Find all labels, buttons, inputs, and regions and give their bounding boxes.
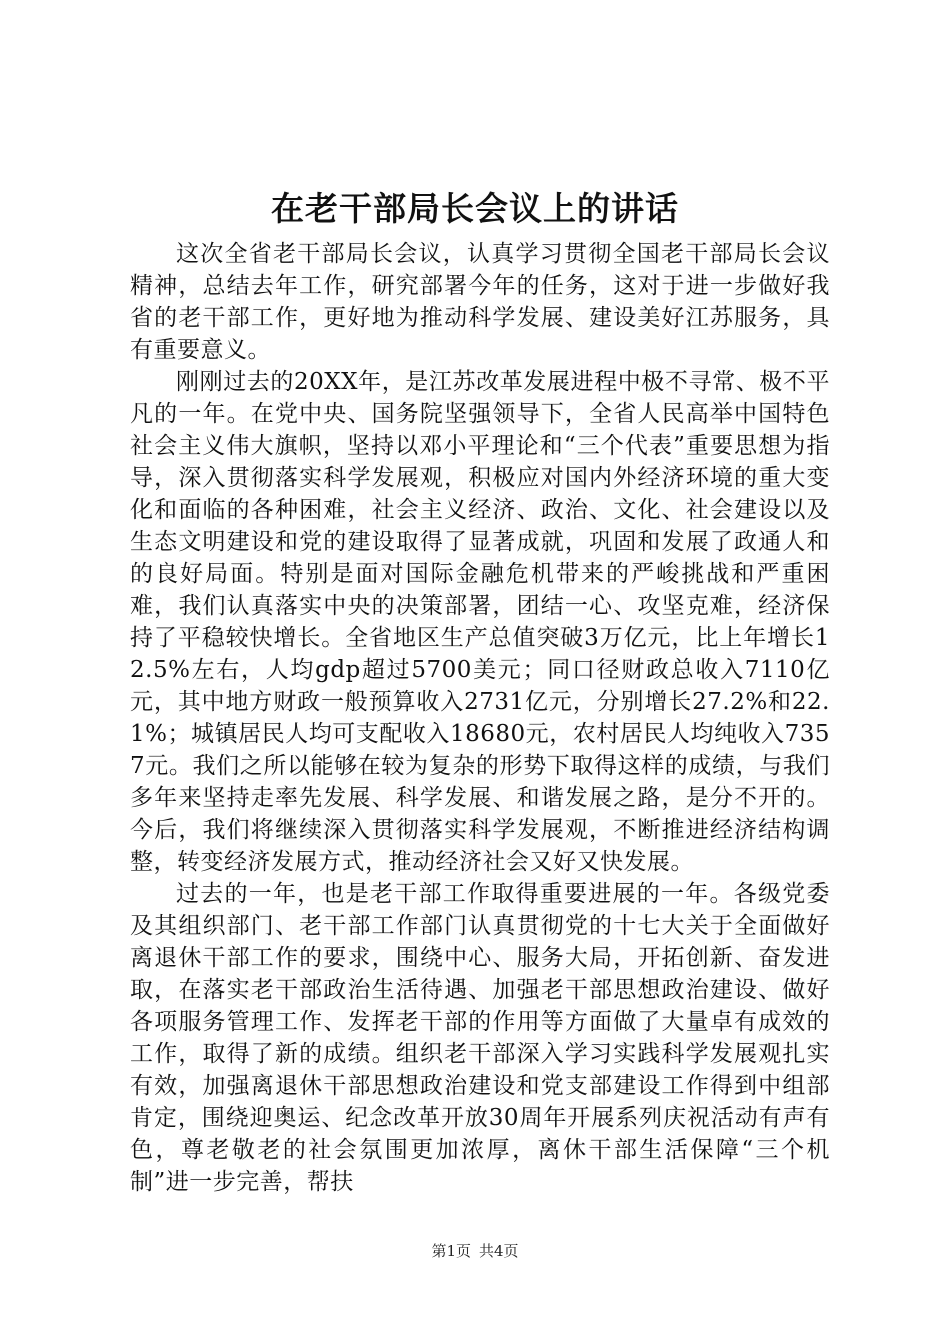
- paragraph-3: 过去的一年，也是老干部工作取得重要进展的一年。各级党委及其组织部门、老干部工作部门认真贯彻党的十七大关于全面做好离退休干部工作的要求，围绕中心、服务大局，开拓创新、奋发进取，在落实老干部政治生活待遇、加强老干部思想政治建设、做好各项服务管理工作、发挥老干部的作用等方面做了大量卓有成效的工作，取得了新的成绩。组织老干部深入学习实践科学发展观扎实有效，加强离退休干部思想政治建设和党支部建设工作得到中组部肯定，围绕迎奥运、纪念改革开放30周年开展系列庆祝活动有声有色，尊老敬老的社会氛围更加浓厚，离休干部生活保障“三个机制”进一步完善，帮扶: [130, 881, 830, 1195]
- document-body: [130, 238, 830, 1198]
- page-number: 第1页: [431, 1242, 471, 1260]
- paragraph-2: 刚刚过去的20XX年，是江苏改革发展进程中极不寻常、极不平凡的一年。在党中央、国务院坚强领导下，全省人民高举中国特色社会主义伟大旗帜，坚持以邓小平理论和“三个代表”重要思想为指导，深入贯彻落实科学发展观，积极应对国内外经济环境的重大变化和面临的各种困难，社会主义经济、政治、文化、社会建设以及生态文明建设和党的建设取得了显著成就，巩固和发展了政通人和的良好局面。特别是面对国际金融危机带来的严峻挑战和严重困难，我们认真落实中央的决策部署，团结一心、攻坚克难，经济保持了平稳较快增长。全省地区生产总值突破3万亿元，比上年增长12.5%左右，人均gdp超过5700美元；同口径财政总收入7110亿元，其中地方财政一般预算收入2731亿元，分别增长27.2%和22.1%；城镇居民人均可支配收入18680元，农村居民人均纯收入7357元。我们之所以能够在较为复杂的形势下取得这样的成绩，与我们多年来坚持走率先发展、科学发展、和谐发展之路，是分不开的。今后，我们将继续深入贯彻落实科学发展观，不断推进经济结构调整，转变经济发展方式，推动经济社会又好又快发展。: [130, 369, 830, 875]
- paragraph-1: 这次全省老干部局长会议，认真学习贯彻全国老干部局长会议精神，总结去年工作，研究部署今年的任务，这对于进一步做好我省的老干部工作，更好地为推动科学发展、建设美好江苏服务，具有重要意义。: [130, 241, 830, 363]
- page-total: 共4页: [479, 1242, 519, 1260]
- document-title: 在老干部局长会议上的讲话: [271, 189, 679, 228]
- page-footer: [0, 1240, 950, 1261]
